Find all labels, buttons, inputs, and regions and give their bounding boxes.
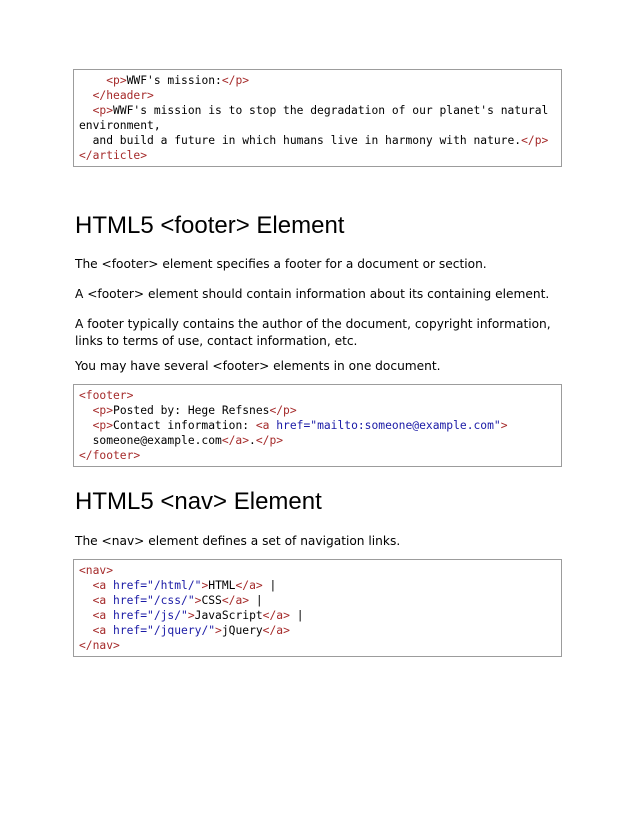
- code-text: WWF's mission is to stop the degradation of our planet's natural: [113, 104, 549, 117]
- code-text: CSS: [201, 594, 222, 607]
- code-block-footer: [73, 384, 562, 467]
- code-tag: <p>: [106, 74, 127, 87]
- code-tag: <p>: [92, 404, 114, 417]
- code-tag: >: [201, 579, 209, 592]
- code-line: [79, 88, 561, 103]
- code-tag: <p>: [92, 419, 114, 432]
- code-tag: <a: [92, 624, 114, 637]
- code-tag: </nav>: [79, 639, 120, 652]
- code-text: [79, 89, 93, 102]
- footer-paragraph-3: A footer typically contains the author of the document, copyright information, links to terms of use, contact information, etc.: [75, 317, 551, 348]
- code-tag: >: [187, 609, 195, 622]
- code-tag: </a>: [235, 579, 263, 592]
- code-tag: </footer>: [79, 449, 141, 462]
- code-text: [79, 104, 93, 117]
- code-tag: </a>: [221, 434, 250, 447]
- code-tag: </a>: [221, 594, 250, 607]
- code-line: [79, 623, 561, 638]
- code-attribute: href=: [113, 624, 148, 637]
- code-line: [79, 433, 561, 448]
- code-tag: <a: [92, 579, 114, 592]
- code-attribute: href=: [113, 579, 148, 592]
- code-value: "mailto:someone@example.com": [310, 419, 501, 432]
- code-line: [79, 418, 561, 433]
- code-text: JavaScript: [194, 609, 263, 622]
- code-text: |: [249, 594, 263, 607]
- code-line: [79, 638, 561, 653]
- nav-section-heading: HTML5 <nav> Element: [75, 488, 322, 515]
- code-tag: <a: [255, 419, 277, 432]
- nav-paragraph-1: The <nav> element defines a set of navigation links.: [75, 534, 401, 548]
- code-value: "/css/": [147, 594, 195, 607]
- code-text: [79, 609, 93, 622]
- code-tag: <a: [92, 594, 114, 607]
- code-text: Posted by: Hege Refsnes: [113, 404, 270, 417]
- code-tag: </a>: [262, 624, 290, 637]
- code-tag: </article>: [79, 149, 148, 162]
- code-text: someone@example.com: [79, 434, 222, 447]
- code-attribute: href=: [113, 594, 148, 607]
- code-tag: </p>: [521, 134, 549, 147]
- code-attribute: href=: [113, 609, 148, 622]
- code-line: [79, 118, 561, 133]
- code-text: [79, 624, 93, 637]
- code-tag: >: [194, 594, 202, 607]
- code-attribute: href=: [276, 419, 311, 432]
- code-tag: <nav>: [79, 564, 114, 577]
- code-value: "/jquery/": [147, 624, 216, 637]
- code-line: [79, 148, 561, 163]
- code-tag: </p>: [269, 404, 297, 417]
- code-text: |: [289, 609, 304, 622]
- code-text: WWF's mission:: [126, 74, 222, 87]
- code-text: |: [262, 579, 277, 592]
- code-value: "/html/": [147, 579, 202, 592]
- code-tag: >: [215, 624, 222, 637]
- code-text: environment,: [79, 119, 161, 132]
- footer-paragraph-1: The <footer> element specifies a footer for a document or section.: [75, 257, 487, 271]
- code-line: [79, 593, 561, 608]
- code-text: [79, 404, 93, 417]
- code-tag: <a: [92, 609, 114, 622]
- code-tag: </a>: [262, 609, 290, 622]
- code-line: [79, 103, 561, 118]
- footer-paragraph-2: A <footer> element should contain information about its containing element.: [75, 287, 550, 301]
- code-line: [79, 388, 561, 403]
- code-value: "/js/": [147, 609, 188, 622]
- code-text: Contact information:: [113, 419, 256, 432]
- code-text: HTML: [208, 579, 236, 592]
- code-text: [79, 594, 93, 607]
- code-tag: </header>: [92, 89, 154, 102]
- code-line: [79, 403, 561, 418]
- code-line: [79, 563, 561, 578]
- code-line: [79, 73, 561, 88]
- code-text: [79, 74, 106, 87]
- code-line: [79, 448, 561, 463]
- code-text: [79, 579, 93, 592]
- footer-paragraph-4: You may have several <footer> elements in one document.: [75, 359, 441, 373]
- code-text: [79, 419, 93, 432]
- code-line: [79, 578, 561, 593]
- code-text: .: [249, 434, 256, 447]
- code-tag: <p>: [92, 104, 114, 117]
- code-block-nav: [73, 559, 562, 657]
- footer-section-heading: HTML5 <footer> Element: [75, 212, 345, 239]
- code-text: jQuery: [221, 624, 263, 637]
- code-tag: </p>: [255, 434, 284, 447]
- code-tag: <footer>: [79, 389, 134, 402]
- code-line: [79, 133, 561, 148]
- code-text: and build a future in which humans live in harmony with nature.: [79, 134, 522, 147]
- code-tag: >: [500, 419, 508, 432]
- code-tag: </p>: [221, 74, 250, 87]
- code-line: [79, 608, 561, 623]
- code-block-article: [73, 69, 562, 167]
